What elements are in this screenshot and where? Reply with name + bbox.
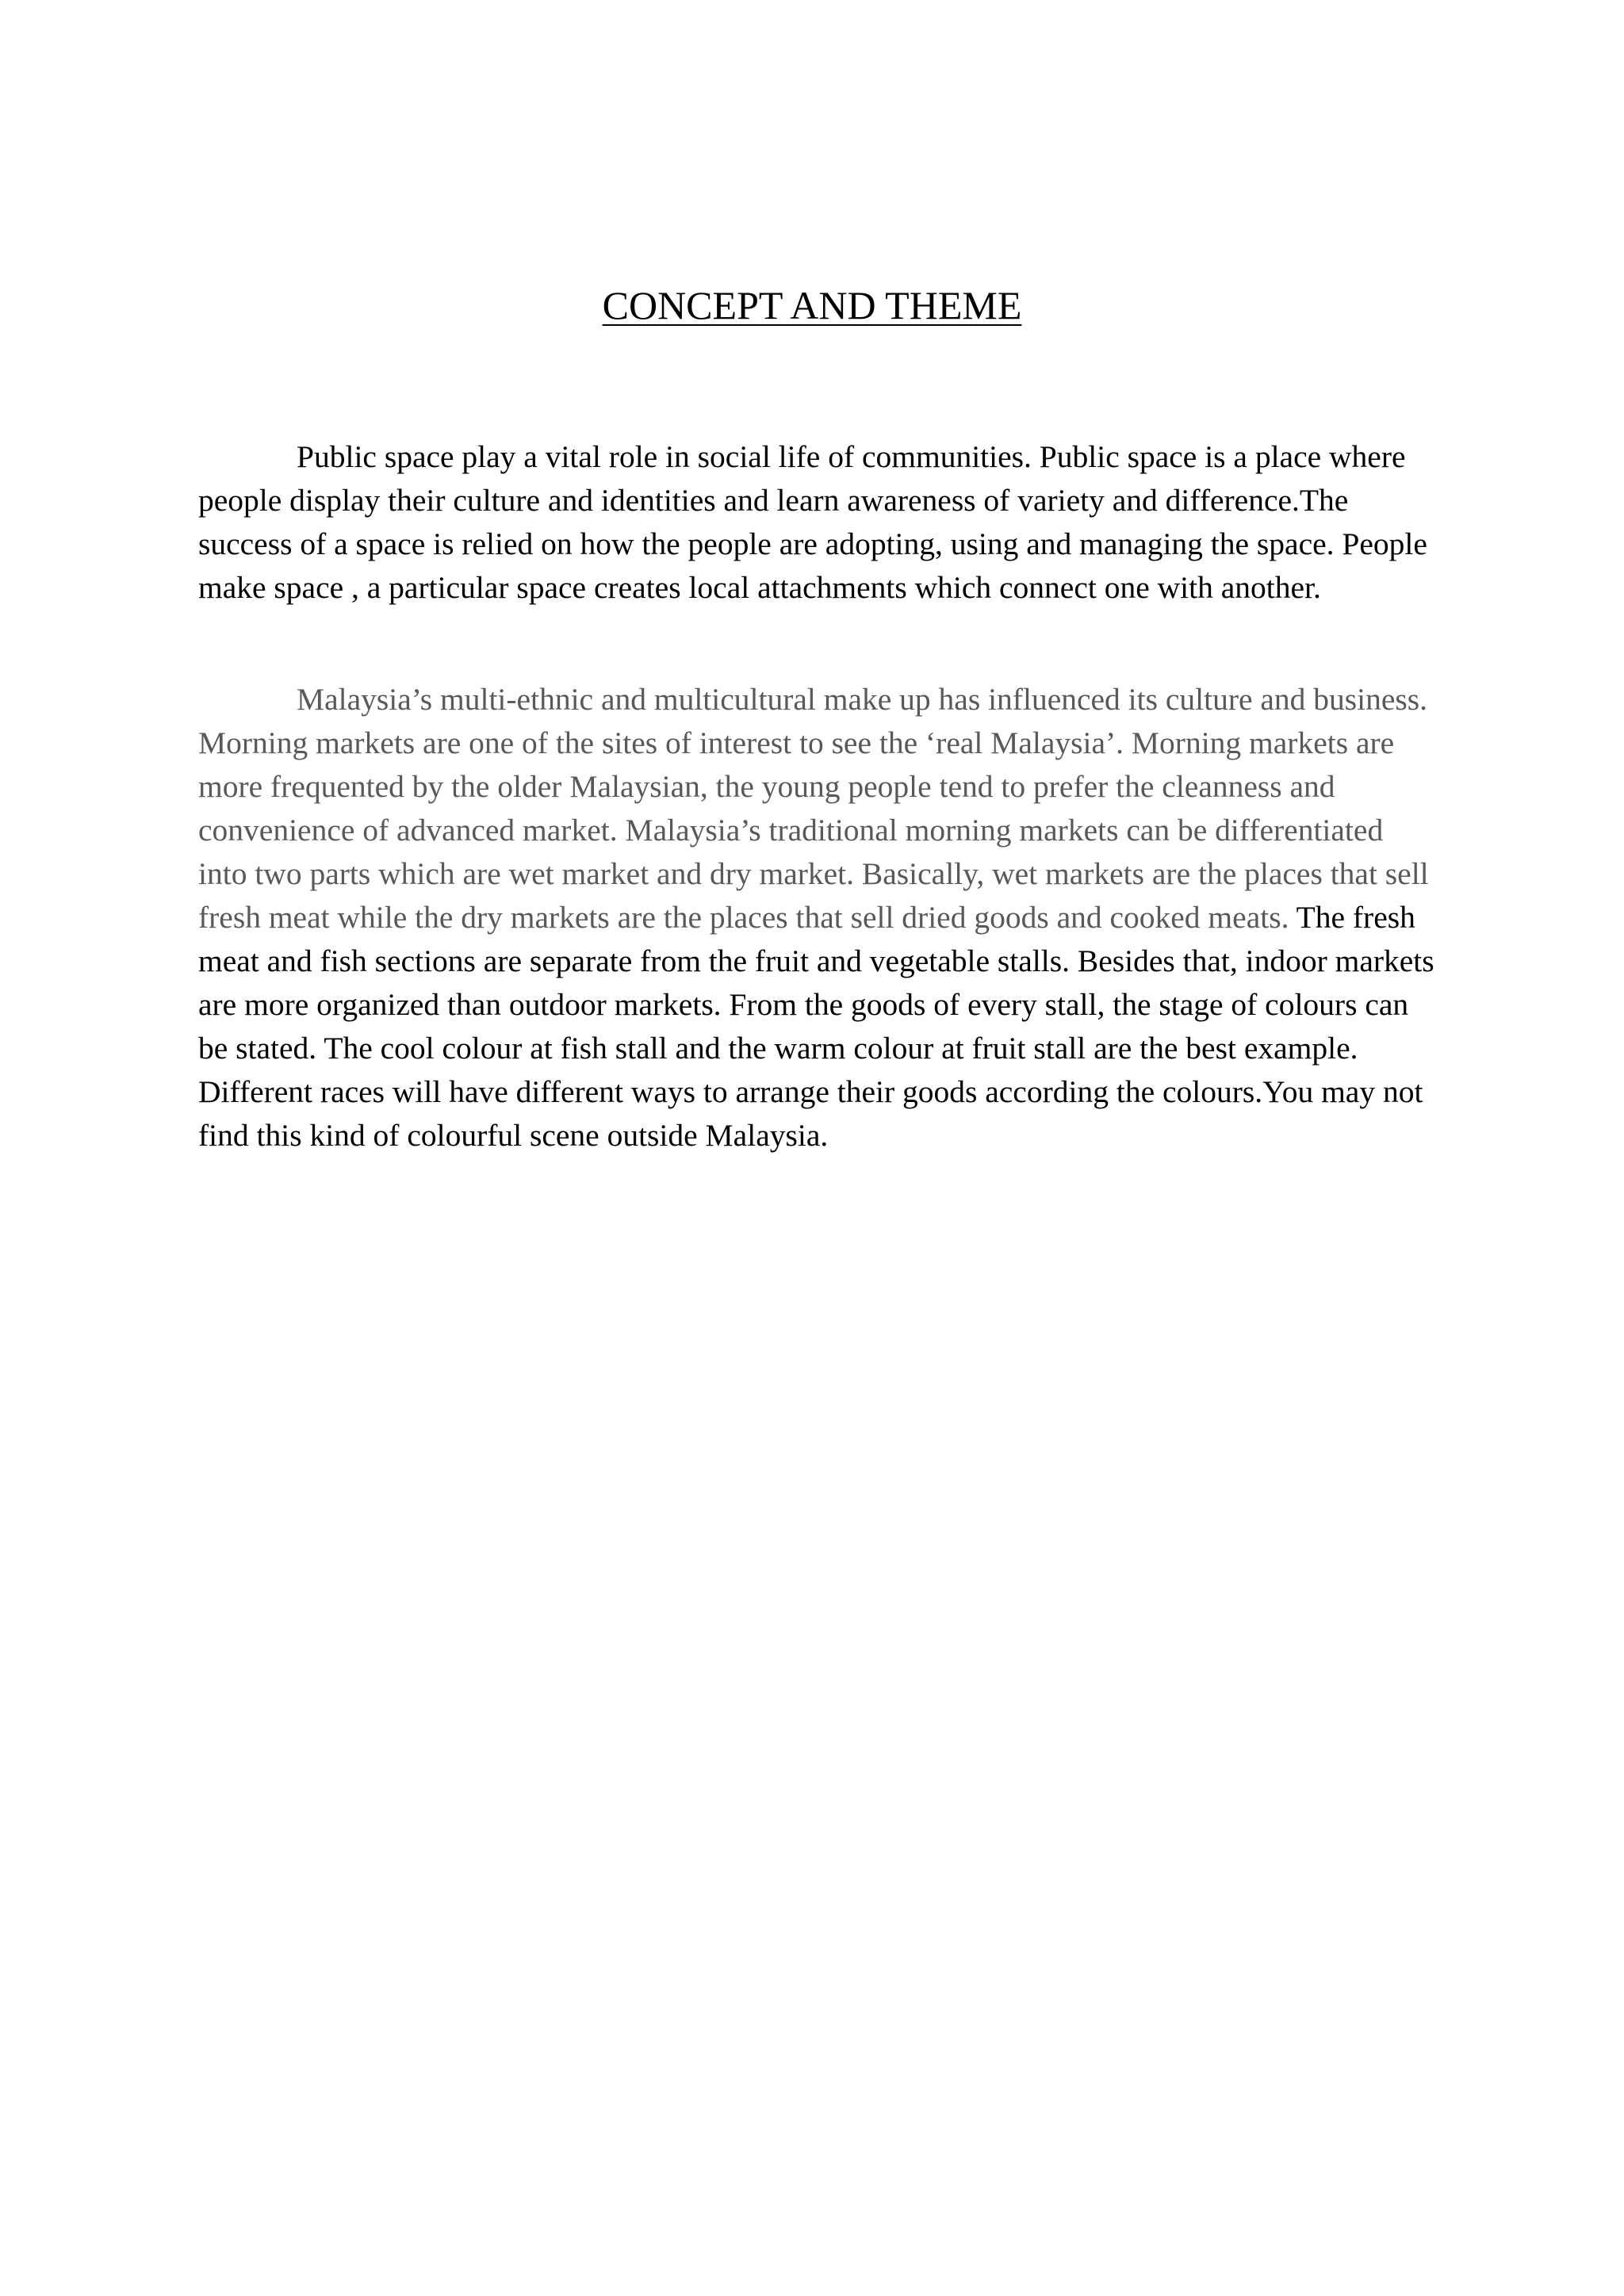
paragraph-malaysia-markets bbox=[198, 678, 1435, 1158]
page-title: CONCEPT AND THEME bbox=[602, 283, 1022, 327]
paragraph-2-black-text: The fresh meat and fish sections are separate from the fruit and vegetable stalls. Besides that, indoor markets are more organized than outdoor markets. From the goods of every stall, the stage of colours can be stated. The cool colour at fish stall and the warm colour at fruit stall are the best example. Different races will have different ways to arrange their goods according the colours.You may not find this kind of colourful scene outside Malaysia. bbox=[198, 900, 1434, 1153]
paragraph-1-text: Public space play a vital role in social life of communities. Public space is a place where people display their culture and identities and learn awareness of variety and difference.The success of a space is relied on how the people are adopting, using and managing the space. People make space , a particular space creates local attachments which connect one with another. bbox=[198, 439, 1427, 605]
paragraph-public-space bbox=[198, 435, 1435, 610]
paragraph-2-grey-text: Malaysia’s multi-ethnic and multicultural make up has influenced its culture and business. Morning markets are one of the sites of interest to see the ‘real Malaysia’. Morning markets are more frequented by the older Malaysian, the young people tend to prefer the cleanness and convenience of advanced market. Malaysia’s traditional morning markets can be differentiated into two parts which are wet market and dry market. Basically, wet markets are the places that sell fresh meat while the dry markets are the places that sell dried goods and cooked meats. bbox=[198, 682, 1429, 935]
